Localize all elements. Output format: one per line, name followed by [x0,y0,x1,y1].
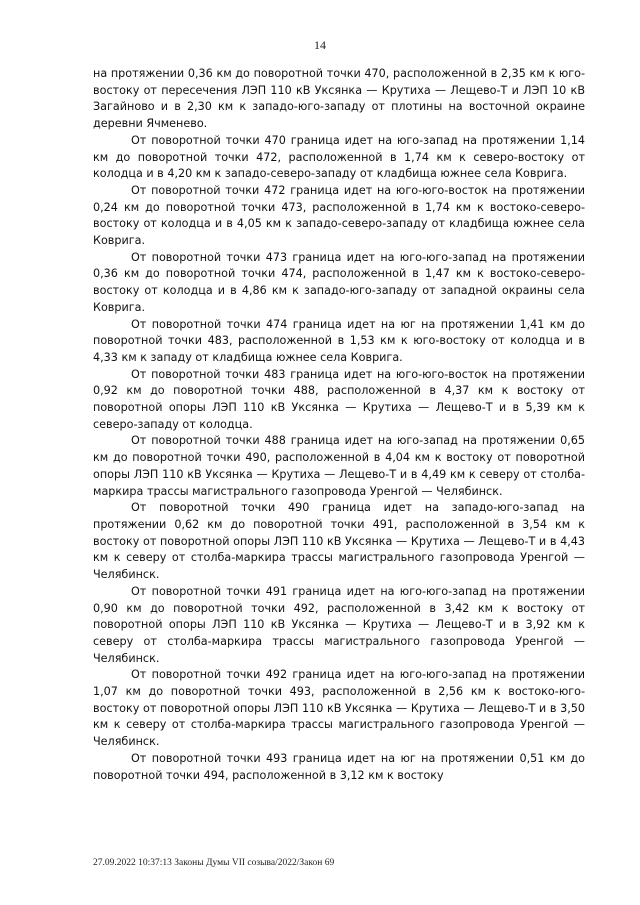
paragraph-7: От поворотной точки 488 граница идет на юго-запад на протяжении 0,65 км до поворотной точки 490, расположенной в 4,04 км к востоку от поворотной опоры ЛЭП 110 кВ Уксянка — Крутиха — Лещево-Т и в 4,49 км к северу от столба-маркира трассы магистрального газопровода Уренгой — Челябинск. [93,434,585,498]
paragraph-11: От поворотной точки 493 граница идет на юг на протяжении 0,51 км до поворотной точки 494, расположенной в 3,12 км к востоку [93,751,585,782]
document-body [93,66,585,784]
paragraph-1: на протяжении 0,36 км до поворотной точки 470, расположенной в 2,35 км к юго-востоку от пересечения ЛЭП 110 кВ Уксянка — Крутиха — Лещево-Т и ЛЭП 10 кВ Загайново и в 2,30 км к западо-юго-западу от плотины на восточной окраине деревни Ячменево. [93,67,585,131]
paragraph-9: От поворотной точки 491 граница идет на юго-юго-запад на протяжении 0,90 км до поворотной точки 492, расположенной в 3,42 км к востоку от поворотной опоры ЛЭП 110 кВ Уксянка — Крутиха — Лещево-Т и в 3,92 км к северу от столба-маркира трассы магистрального газопровода Уренгой — Челябинск. [93,584,585,665]
document-footer: 27.09.2022 10:37:13 Законы Думы VII созыва/2022/Закон 69 [93,858,335,868]
paragraph-5: От поворотной точки 474 граница идет на юг на протяжении 1,41 км до поворотной точки 483, расположенной в 1,53 км к юго-востоку от колодца и в 4,33 км к западу от кладбища южнее села Коврига. [93,317,585,364]
paragraph-3: От поворотной точки 472 граница идет на юго-юго-восток на протяжении 0,24 км до поворотной точки 473, расположенной в 1,74 км к востоко-северо-востоку от колодца и в 4,05 км к западо-северо-западу от кладбища южнее села Коврига. [93,183,585,248]
page-number: 14 [314,38,326,52]
paragraph-2: От поворотной точки 470 граница идет на юго-запад на протяжении 1,14 км до поворотной точки 472, расположенной в 1,74 км к северо-востоку от колодца и в 4,20 км к западо-северо-западу от кладбища южнее села Коврига. [93,133,585,181]
paragraph-8: От поворотной точки 490 граница идет на западо-юго-запад на протяжении 0,62 км до поворотной точки 491, расположенной в 3,54 км к востоку от поворотной опоры ЛЭП 110 кВ Уксянка — Крутиха — Лещево-Т и в 4,43 км к северу от столба-маркира трассы магистрального газопровода Уренгой — Челябинск. [93,501,585,582]
paragraph-10: От поворотной точки 492 граница идет на юго-юго-запад на протяжении 1,07 км до поворотной точки 493, расположенной в 2,56 км к востоко-юго-востоку от поворотной опоры ЛЭП 110 кВ Уксянка — Крутиха — Лещево-Т и в 3,50 км к северу от столба-маркира трассы магистрального газопровода Уренгой — Челябинск. [93,668,585,749]
paragraph-6: От поворотной точки 483 граница идет на юго-юго-восток на протяжении 0,92 км до поворотной точки 488, расположенной в 4,37 км к востоку от поворотной опоры ЛЭП 110 кВ Уксянка — Крутиха — Лещево-Т и в 5,39 км к северо-западу от колодца. [93,367,585,431]
paragraph-4: От поворотной точки 473 граница идет на юго-юго-запад на протяжении 0,36 км до поворотной точки 474, расположенной в 1,47 км к востоко-северо-востоку от колодца и в 4,86 км к западо-юго-западу от западной окраины села Коврига. [93,250,585,314]
